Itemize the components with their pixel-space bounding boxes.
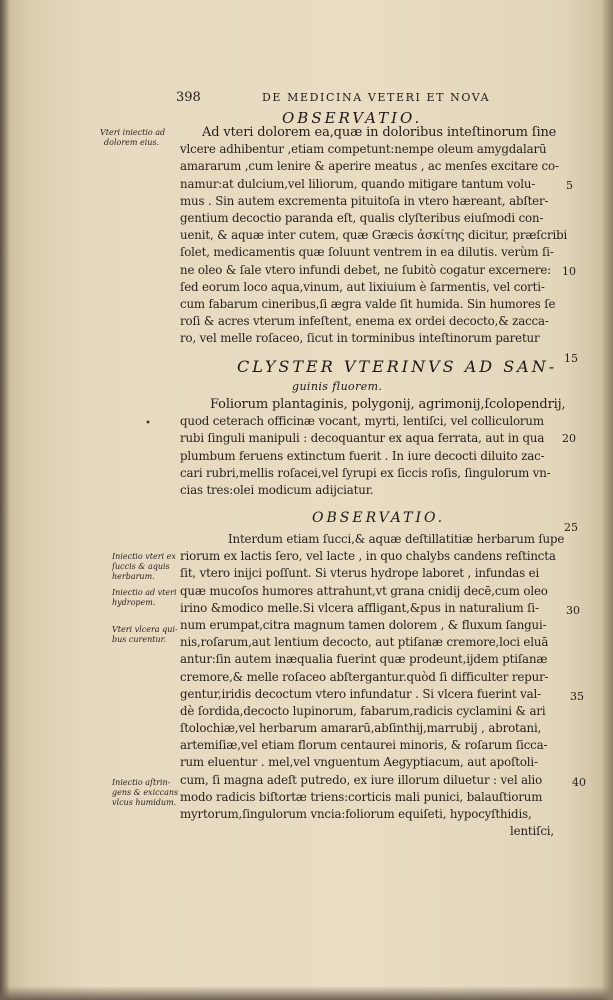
text-line: uenit, & aquæ inter cutem, quæ Græcis ἀσκίτης dicitur, præſcribi	[180, 228, 568, 243]
running-title: DE MEDICINA VETERI ET NOVA	[262, 91, 491, 104]
paragraph-2	[180, 396, 566, 499]
line-number: 20	[562, 432, 576, 445]
page-header	[0, 90, 613, 106]
text-line: cias tres:olei modicum adijciatur.	[180, 482, 374, 497]
marginal-note	[112, 625, 178, 645]
page-bottom-edge	[0, 986, 613, 1000]
text-line: gentium decoctio paranda eſt, qualis clyſteribus eiuſmodi con-	[180, 210, 544, 225]
line-number: 5	[566, 179, 573, 192]
section-heading-observatio-1: OBSERVATIO.	[282, 109, 423, 127]
section-heading-clyster: CLYSTER VTERINVS AD SAN-	[237, 357, 558, 376]
text-line: ne oleo & ſale vtero infundi debet, ne ſubitò cogatur excernere:	[180, 262, 552, 277]
text-line: ſit, vtero inijci poſſunt. Si vterus hydrope laboret , infundas ei	[180, 566, 540, 581]
text-line: Interdum etiam ſucci,& aquæ deſtillatitiæ herbarum ſupe	[228, 532, 565, 546]
text-line: rubi ſinguli manipuli : decoquantur ex aqua ferrata, aut in qua	[180, 431, 545, 446]
marginal-note	[112, 778, 178, 808]
text-line: modo radicis biſtortæ triens:corticis mali punici, balauſtiorum	[180, 789, 543, 804]
marginal-note-line: hydropem.	[112, 598, 156, 607]
marginal-note-line: Iniectio ad vteri	[112, 588, 177, 597]
text-line: plumbum feruens extinctum fuerit . In iure decocti diluito zac-	[180, 448, 545, 463]
marginal-note-line: herbarum.	[112, 572, 155, 581]
marginal-note	[112, 588, 177, 608]
text-line: artemiſiæ,vel etiam florum centaurei minoris, & roſarum ſicca-	[180, 738, 548, 753]
text-line: roſi & acres vterum infeſtent, enema ex ordei decocto,& zacca-	[180, 314, 549, 329]
text-line: Foliorum plantaginis, polygonij, agrimonij,ſcolopendrij,	[210, 397, 566, 412]
text-line: lentiſci,	[510, 824, 555, 839]
marginal-note-line: Vteri vlcera qui-	[112, 625, 178, 634]
text-line: cum fabarum cineribus,ſi ægra valde ſit humida. Sin humores ſe	[180, 296, 556, 311]
text-line: ro, vel melle roſaceo, ſicut in torminibus inteſtinorum paretur	[180, 331, 540, 346]
text-line: rum eluentur . mel,vel vnguentum Aegyptiacum, aut apoſtoli-	[180, 755, 538, 770]
text-line: num erumpat,citra magnum tamen dolorem , & fluxum ſangui-	[180, 617, 547, 632]
text-line: dè ſordida,decocto lupinorum, fabarum,radicis cyclamini & ari	[180, 703, 546, 718]
line-number: 25	[564, 521, 578, 534]
text-line: ſolet, medicamentis quæ ſoluunt ventrem in ea dilutis. verùm ſi-	[180, 245, 554, 260]
text-line: antur:ſin autem inæqualia fuerint quæ prodeunt,ijdem ptiſanæ	[180, 652, 548, 667]
line-number: 30	[566, 604, 580, 617]
text-line: namur:at dulcium,vel liliorum, quando mitigare tantum volu-	[180, 176, 536, 191]
text-line: irino &modico melle.Si vlcera affligant,&pus in naturalium ſi-	[180, 600, 539, 615]
text-line: cum, ſi magna adeſt putredo, ex iure illorum diluetur : vel alio	[180, 772, 543, 787]
text-line: Ad vteri dolorem ea,quæ in doloribus inteſtinorum ſine	[202, 125, 557, 140]
marginal-note-line: Iniectio aſtrin-	[112, 778, 171, 787]
line-number: 40	[572, 776, 586, 789]
marginal-note-line: Vteri iniectio ad	[100, 128, 166, 137]
text-line: gentur,iridis decoctum vtero infundatur . Si vlcera fuerint val-	[180, 686, 541, 701]
marginal-note-line: bus curentur.	[112, 635, 167, 644]
line-number: 15	[564, 352, 578, 365]
marginal-note	[100, 128, 165, 148]
line-number: 35	[570, 690, 584, 703]
ornament-mark: •	[145, 418, 151, 429]
text-line: cremore,& melle roſaceo abſtergantur.quòd ſi difficulter repur-	[180, 669, 549, 684]
marginal-note-line: ſuccis & aquis	[112, 562, 170, 571]
marginal-note-line: gens & exiccans	[112, 788, 179, 797]
paragraph-1	[180, 124, 567, 347]
text-line: cari rubri,mellis roſacei,vel ſyrupi ex ſiccis roſis, ſingulorum vn-	[180, 465, 551, 480]
text-line: vlcere adhibentur ,etiam competunt:nempe oleum amygdalarū	[180, 142, 547, 157]
section-heading-observatio-2: OBSERVATIO.	[312, 510, 446, 526]
text-line: ſed eorum loco aqua,vinum, aut lixiuium è ſarmentis, vel corti-	[180, 279, 545, 294]
text-line: amararum ,cum lenire & aperire meatus , ac menſes excitare co-	[180, 159, 559, 174]
text-line: quod ceterach officinæ vocant, myrti, lentiſci, vel colliculorum	[180, 414, 544, 429]
text-line: myrtorum,ſingulorum vncia:foliorum equiſeti, hypocyſthidis,	[180, 807, 532, 821]
marginal-note-line: vlcus humidum.	[112, 798, 177, 807]
paragraph-3	[180, 531, 564, 840]
marginal-note-line: Iniectio vteri ex	[112, 552, 176, 561]
text-line: mus . Sin autem excrementa pituitoſa in vtero hæreant, abſter-	[180, 193, 549, 208]
line-number: 10	[562, 265, 576, 278]
section-subheading-clyster: guinis fluorem.	[292, 380, 383, 393]
text-line: quæ mucoſos humores attrahunt,vt grana cnidij decē,cum oleo	[180, 583, 548, 598]
text-line: riorum ex lactis ſero, vel lacte , in quo chalybs candens reſtincta	[180, 549, 556, 564]
marginal-note-line: dolorem eius.	[104, 138, 160, 147]
text-line: ſtolochiæ,vel herbarum amararū,abſinthij,marrubij , abrotani,	[180, 721, 542, 736]
marginal-note	[112, 552, 176, 582]
text-line: nis,roſarum,aut lentium decocto, aut ptiſanæ cremore,loci eluā	[180, 635, 549, 650]
page-number: 398	[176, 90, 201, 105]
